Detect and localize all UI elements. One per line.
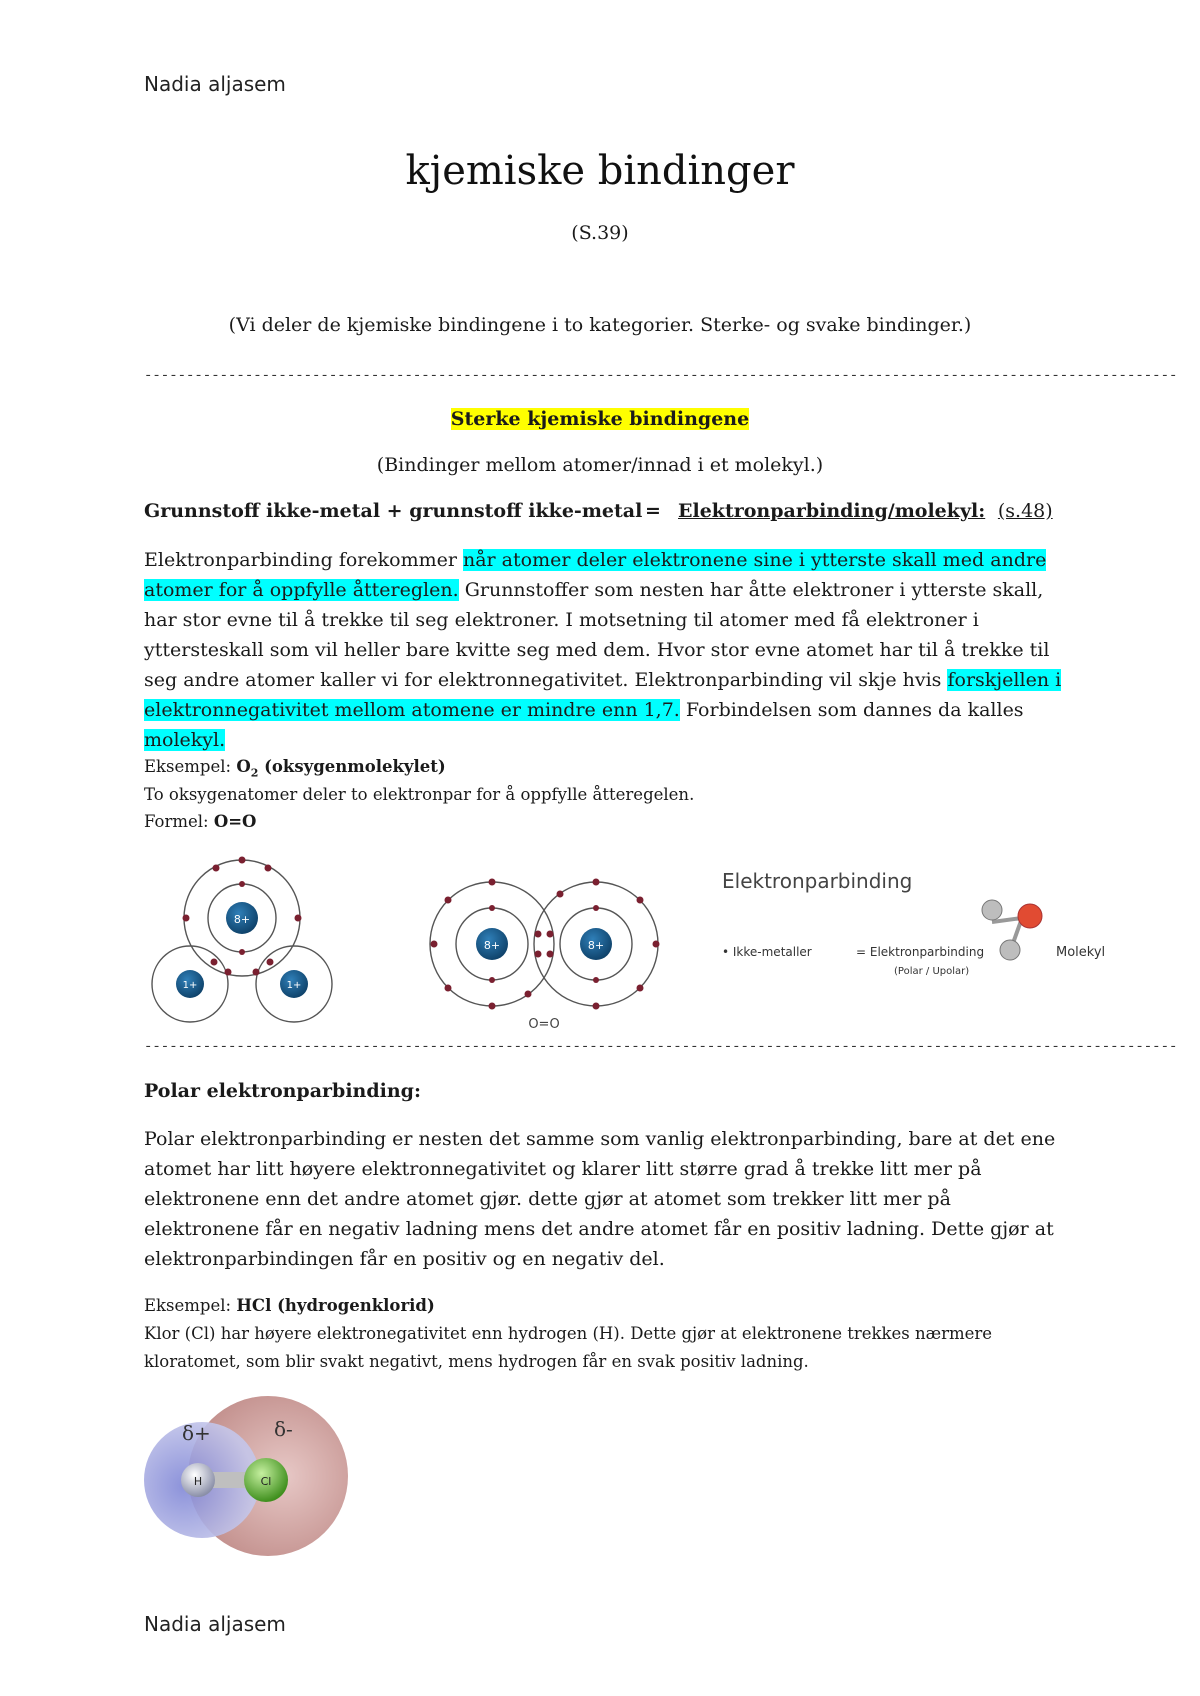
intro-text: (Vi deler de kjemiske bindingene i to kategorier. Sterke- og svake bindinger.) [228, 314, 972, 336]
page-reference: (S.39) [571, 222, 629, 244]
bond-rule [144, 500, 1064, 522]
bond-rule-left: Grunnstoff ikke-metal + grunnstoff ikke-metal [144, 500, 643, 522]
hcl-example-line: Eksempel: HCl (hydrogenklorid) [144, 1296, 435, 1315]
bond-rule-page: (s.48) [997, 500, 1053, 522]
panel-polar-note: (Polar / Upolar) [894, 966, 970, 977]
highlight-molecule: molekyl. [144, 729, 226, 751]
divider-line: --------------------------------------------------------------------------------------------------------------------------- [144, 368, 1178, 384]
hcl-example-description: Klor (Cl) har høyere elektronegativitet enn hydrogen (H). Dette gjør at elektronene trekkes nærmere kloratomet, som blir svakt negativt, mens hydrogen får en svak positiv ladning. [144, 1324, 993, 1371]
hcl-example-name: HCl (hydrogenklorid) [236, 1296, 435, 1315]
electron-pair-paragraph: Elektronparbinding forekommer når atomer deler elektronene sine i ytterste skall med andre atomer for å oppfylle åttereglen. Grunnstoffer som nesten har åtte elektroner i ytterste skall, har stor evne til å trekke til seg elektroner. I motsetning til atomer med få elektroner i yttersteskall som vil heller bare kvitte seg med dem. Hvor stor evne atomet har til å trekke til seg andre atomer kaller vi for elektronnegativitet. Elektronparbinding vil skje hvis forskjellen i elektronnegativitet mellom atomene er mindre enn 1,7. Forbindelsen som dannes da kalles molekyl. [144, 549, 1062, 751]
panel-nonmetals: • Ikke-metaller [722, 945, 812, 959]
delta-minus-label: δ- [274, 1417, 293, 1441]
water-hydrogen-nucleus-2: 1+ [286, 980, 302, 991]
electron-pair-panel [722, 869, 1105, 977]
strong-heading-text: Sterke kjemiske bindingene [450, 408, 750, 430]
polar-paragraph: Polar elektronparbinding er nesten det samme som vanlig elektronparbinding, bare at det ene atomet har litt høyere elektronnegativitet og klarer litt større grad å trekke litt mer på elektronene enn det andre atomet gjør. dette gjør at atomet som trekker litt mer på elektronene får en negativ ladning mens det andre atomet får en positiv ladning. Dette gjør at elektronparbindingen får en positiv og en negativ del. [144, 1128, 1056, 1270]
strong-bonds-heading [0, 408, 1200, 430]
o2-left-nucleus: 8+ [483, 939, 501, 952]
water-oxygen-nucleus: 8+ [233, 913, 251, 926]
hcl-figure [140, 1392, 350, 1560]
delta-plus-label: δ+ [182, 1421, 211, 1445]
panel-title: Elektronparbinding [722, 869, 913, 893]
water-molecule-diagram [152, 857, 332, 1023]
polar-heading: Polar elektronparbinding: [144, 1080, 421, 1102]
highlight-definition: når atomer deler elektronene sine i ytterste skall med andre atomer for å oppfylle åttereglen. [144, 549, 1047, 601]
header-author: Nadia aljasem [144, 72, 286, 96]
o2-caption: O=O [528, 1017, 560, 1032]
o2-molecule-diagram [430, 879, 660, 1033]
page-title: kjemiske bindinger [405, 148, 795, 194]
divider-line-2: --------------------------------------------------------------------------------------------------------------------------- [144, 1039, 1178, 1055]
o2-example-line: Eksempel: $O_2$ (oksygenmolekylet) [144, 757, 446, 780]
o2-formula-line: Formel: O=O [144, 812, 257, 831]
o2-formula: O [236, 757, 251, 776]
molecule-icon [982, 900, 1042, 960]
o2-example-description: To oksygenatomer deler to elektronpar for å oppfylle åtteregelen. [144, 785, 695, 804]
bond-rule-right-group [678, 500, 1053, 522]
svg-text:H: H [193, 1475, 203, 1488]
o2-formula-value: O=O [213, 812, 257, 831]
svg-text:Cl: Cl [260, 1475, 272, 1488]
electron-pair-figure [144, 854, 1124, 1034]
strong-bonds-subheading: (Bindinger mellom atomer/innad i et molekyl.) [376, 454, 824, 476]
panel-molecule: Molekyl [1056, 945, 1106, 960]
water-hydrogen-nucleus-1: 1+ [182, 980, 198, 991]
bond-rule-equals: = [645, 500, 661, 522]
bond-rule-right: Elektronparbinding/molekyl: [678, 500, 986, 522]
o2-right-nucleus: 8+ [587, 939, 605, 952]
highlight-threshold: forskjellen i elektronnegativitet mellom atomene er mindre enn 1,7. [144, 669, 1062, 721]
footer-author: Nadia aljasem [144, 1612, 286, 1636]
panel-bond-type: = Elektronparbinding [856, 945, 985, 959]
